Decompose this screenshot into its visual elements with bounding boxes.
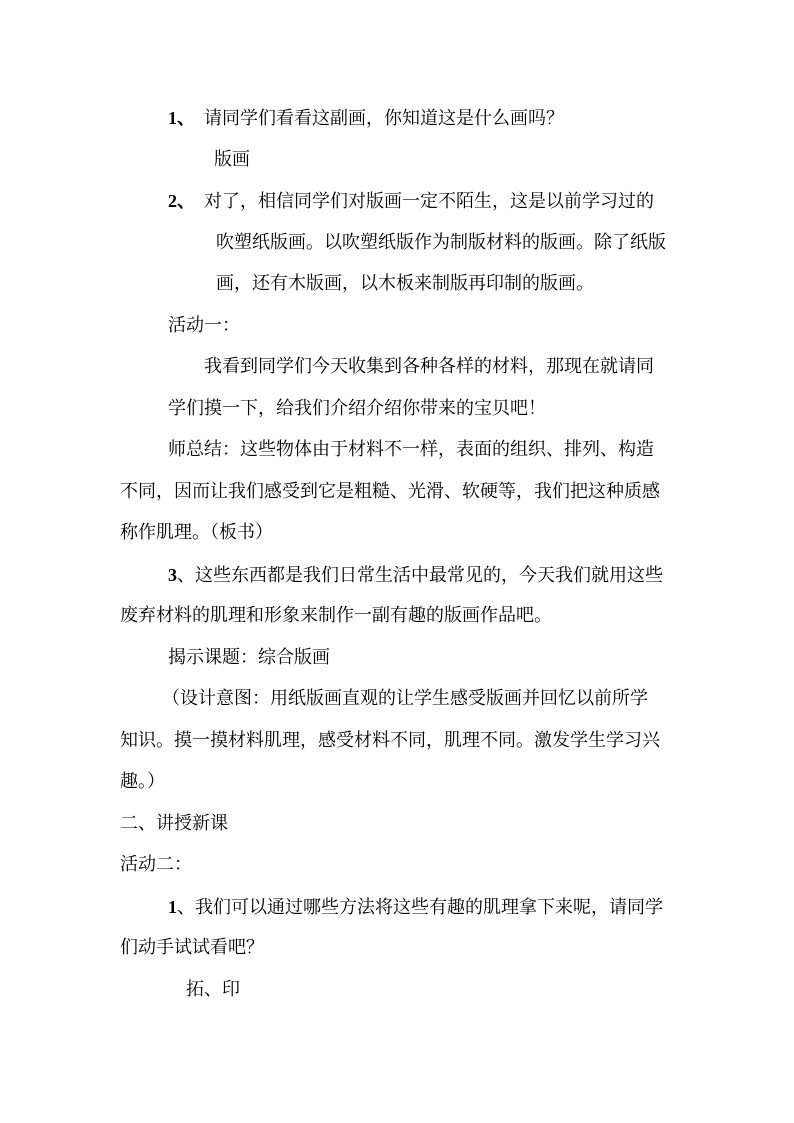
question-1-text: 请同学们看看这副画，你知道这是什么画吗？: [204, 108, 564, 129]
topic-reveal-text: 揭示课题：综合版画: [168, 647, 330, 668]
activity-1-line-2: [168, 398, 546, 420]
teacher-summary-line-1: [168, 439, 654, 461]
activity-2-heading: [120, 854, 192, 876]
activity-1-text-2: 学们摸一下，给我们介绍介绍你带来的宝贝吧！: [168, 398, 546, 419]
section-heading: [120, 813, 228, 835]
design-intent-line-1: [162, 688, 648, 710]
design-intent-line-2: [120, 730, 660, 752]
paragraph-3-text-2: 废弃材料的肌理和形象来制作一副有趣的版画作品吧。: [120, 605, 552, 626]
paragraph-2-line-1: [168, 190, 654, 213]
design-intent-text-1: （设计意图：用纸版画直观的让学生感受版画并回忆以前所学: [162, 688, 648, 709]
section-heading-text: 二、讲授新课: [120, 813, 228, 834]
activity-2-answer-text: 拓、印: [186, 979, 240, 1000]
activity-1-heading-text: 活动一：: [168, 315, 240, 336]
teacher-summary-text-2: 不同，因而让我们感受到它是粗糙、光滑、软硬等，我们把这种质感: [120, 481, 660, 502]
activity-2-heading-text: 活动二：: [120, 854, 192, 875]
design-intent-line-3: [120, 771, 165, 793]
activity-2-text-1: 、我们可以通过哪些方法将这些有趣的肌理拿下来呢，请同学: [177, 897, 663, 918]
paragraph-2-line-2: [216, 232, 666, 254]
answer-1-text: 版画: [214, 149, 250, 170]
teacher-summary-line-2: [120, 481, 660, 503]
paragraph-2-text-1: 对了，相信同学们对版画一定不陌生，这是以前学习过的: [204, 191, 654, 212]
list-number: 3: [168, 565, 177, 585]
activity-2-answer-line: [186, 979, 240, 1001]
list-number: 1、: [168, 108, 195, 128]
activity-1-text-1: 我看到同学们今天收集到各种各样的材料，那现在就请同: [204, 356, 654, 377]
answer-1-line: [214, 149, 250, 171]
activity-1-line-1: [204, 356, 654, 378]
paragraph-3-line-1: [168, 564, 663, 587]
teacher-summary-text-3: 称作肌理。（板书）: [120, 522, 273, 543]
paragraph-2-text-2: 吹塑纸版画。以吹塑纸版作为制版材料的版画。除了纸版: [216, 232, 666, 253]
paragraph-2-line-3: [216, 273, 594, 295]
activity-2-text-2: 们动手试试看吧？: [120, 937, 264, 958]
question-1-line: [168, 107, 564, 130]
design-intent-text-3: 趣。）: [120, 771, 165, 792]
teacher-summary-text-1: 师总结：这些物体由于材料不一样，表面的组织、排列、构造: [168, 439, 654, 460]
list-number: 2、: [168, 191, 195, 211]
design-intent-text-2: 知识。摸一摸材料肌理，感受材料不同，肌理不同。激发学生学习兴: [120, 730, 660, 751]
teacher-summary-line-3: [120, 522, 273, 544]
list-number: 1: [168, 897, 177, 917]
topic-reveal-line: [168, 647, 330, 669]
paragraph-3-line-2: [120, 605, 552, 627]
activity-1-heading: [168, 315, 240, 337]
activity-2-line-1: [168, 896, 663, 919]
paragraph-2-text-3: 画，还有木版画，以木板来制版再印制的版画。: [216, 273, 594, 294]
paragraph-3-text-1: 、这些东西都是我们日常生活中最常见的，今天我们就用这些: [177, 565, 663, 586]
activity-2-line-2: [120, 937, 264, 959]
